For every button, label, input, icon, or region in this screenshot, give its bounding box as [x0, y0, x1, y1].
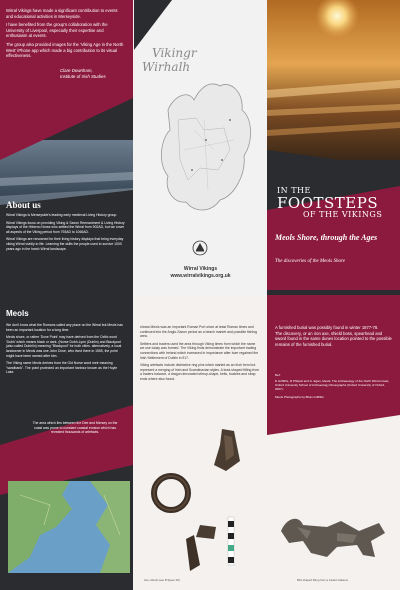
iron-ring-artefact [154, 476, 188, 510]
about-text-2: Wirral Vikings focus on providing Viking & Saxon Reenactment & Living History displays of the Hiberno Norse who settled the Wirral from 902AD, but we cover all aspects of the Viking period from 793AD to 1066AD. [6, 220, 125, 234]
map-title-line-2: Wirhalh [142, 60, 191, 74]
meols-heading: Meols [6, 309, 29, 318]
title-line-2: FOOTSTEPS [277, 194, 379, 212]
subtitle: Meols Shore, through the Ages [275, 233, 378, 242]
tagline: The discoveries of the Meols Shore [275, 259, 345, 264]
panel-top-middle [134, 0, 267, 295]
scale-bar [228, 517, 234, 565]
fitting-caption: Bird shaped fitting from a traders balance [297, 578, 349, 582]
history-text-3: Viking artefacts include distinctive ring pins which started as an Irish form but represent a merging of Irish and Scandinavian styles. A lead-shaped fitting from a traders balance, a dragon decorated stirrup-shape, bells, buckles and strap ends where also found. [140, 363, 260, 381]
quote-author: Clare Downham, [60, 68, 93, 73]
intro-text-2: I have benefited from the group's collaboration with the University of Liverpool, especially their expertise and enthusiasm at events. [6, 22, 108, 39]
crimson-banner [267, 295, 400, 435]
about-text-3: Wirral Vikings are renowned for their living history displays that bring everyday viking Wirral vividly to life. Learning the skills the people used to survive 1000 years ago in the harsh Wirral landscape. [6, 237, 124, 251]
title-line-1: IN THE [277, 186, 311, 195]
intro-text-3: The group also provided images for the 'Viking Age in the North West' iPhone app which made a big contribution to its visual effectiveness. [6, 41, 124, 59]
panel-bottom-left [0, 295, 133, 590]
about-text-1: Wirral Vikings is Merseyside's leading early medieval Living History group. [6, 213, 118, 217]
panel-bottom-middle [134, 295, 267, 590]
map-title-line-1: Vikingr [152, 46, 197, 60]
history-text-1: shows Meols was an important Roman Port since at least Roman times and continued into the Anglo-Saxon period as a beach market and possible fishing area. [140, 325, 257, 339]
aerial-map-image [8, 481, 130, 573]
strap-end-artefact [196, 525, 216, 539]
artefacts-photo [134, 295, 267, 590]
website-link[interactable]: www.wirralvikings.org.uk [170, 273, 231, 279]
quote-org: Institute of Irish Studies [60, 73, 106, 79]
burial-text-2: The discovery, or an iron axe, shield boss, spearhead and sword found in the same dunes location pointed to the possible remains of the furnished burial. [275, 330, 392, 347]
about-heading: About us [6, 200, 41, 210]
top-middle-background [134, 0, 267, 295]
panel-top-left [0, 0, 133, 295]
panel-top-right [267, 0, 400, 295]
axe-head-artefact [214, 429, 240, 471]
burial-text-1: A furnished burial was possibly found in winter 1877-78. [275, 325, 379, 330]
meols-text-1: We don't know what the Romans called any place on the Wirral but Meols has been an important location for a long time. [6, 323, 123, 332]
reference-text: D Griffiths, R Philpott and G. Egan, Meols: The Archaeology of the North Wirral Coast, Oxford University School of Archaeology Monographs (Oxford University of Oxford, 2007). [275, 379, 390, 391]
panel-bottom-right [267, 295, 400, 590]
artefact-caption: Axe, Meols (see B Speer 00) [144, 578, 180, 582]
history-text-2: Settlers and traders used the area through Viking times from which the name we use today was formed. The Viking finds demonstrate the important trading connections with Ireland which increased in importance after Ivarr regained the Irish Settlement of Dublin in 917. [140, 341, 259, 360]
title-line-3: OF THE VIKINGS [303, 210, 383, 219]
meols-text-3: The Viking name Meols derives from the Old Norse word melr meaning "sandbank". The point protected an important harbour known as the Hoyle Lake. [6, 361, 118, 375]
top-right-background [267, 0, 400, 295]
intro-text-1: Wirral Vikings have made a significant contribution to events and educational activities in Merseyside. [6, 8, 118, 19]
meols-text-2: Meols shore, or rather 'Dove Point' may have derived from the Celtic word 'Dubh' which means black or dark. (Norse Dubh-Lynn (Dublin) and Blackpool (also called Dubhlin) meaning "Blackpool" for both cities. alternatively, a local landowner in Meols was one John Dove, who lived there in 1555, the point might have been named after him. [6, 335, 122, 358]
meols-text-4: The area which lies between the Dee and Mersey on the coast was prone to constant coastal erosion which has revealed thousands of artefacts. [32, 421, 118, 435]
org-name: Wirral Vikings [183, 266, 218, 272]
reference-heading: Ref: [275, 373, 281, 377]
photo-credit: Meols Photographs by Brian Griffiths [275, 395, 324, 399]
